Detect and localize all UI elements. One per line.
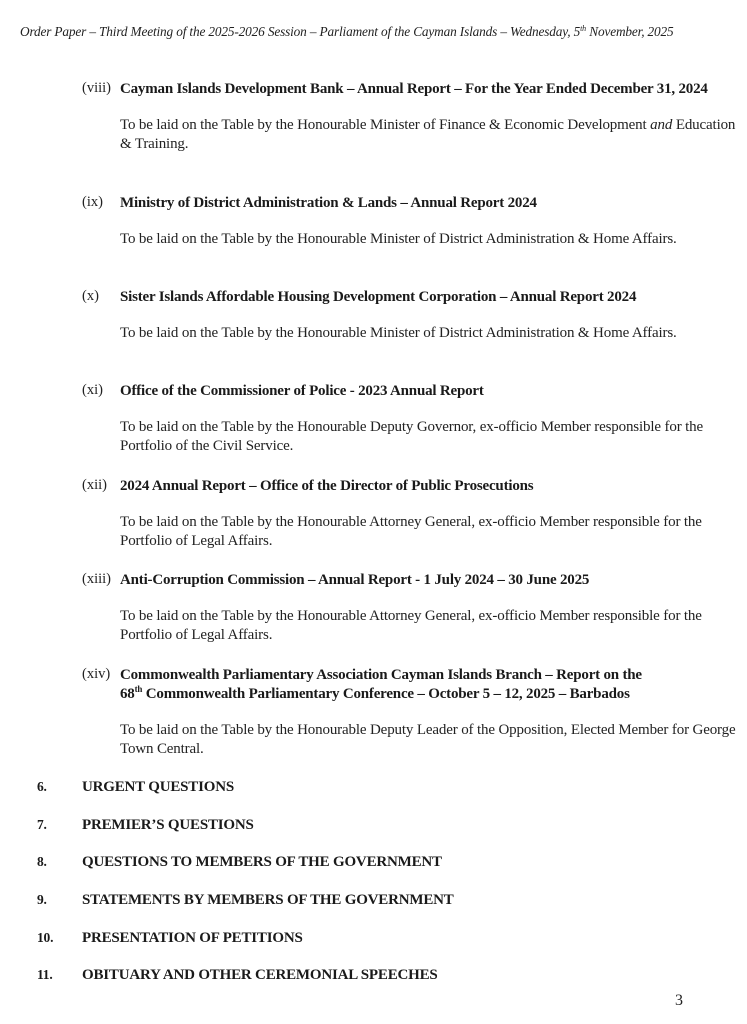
- item-number: (viii): [82, 80, 111, 96]
- item-title: Cayman Islands Development Bank – Annual Report – For the Year Ended December 31, 2024: [120, 81, 708, 97]
- sub-item-xi: [82, 382, 742, 456]
- section-title: PRESENTATION OF PETITIONS: [82, 930, 303, 946]
- item-description: To be laid on the Table by the Honourable Attorney General, ex-officio Member responsible for the Portfolio of Legal Affairs.: [120, 514, 702, 549]
- section-title: STATEMENTS BY MEMBERS OF THE GOVERNMENT: [82, 892, 454, 908]
- item-number: (xiii): [82, 571, 111, 587]
- item-description: To be laid on the Table by the Honourable Deputy Leader of the Opposition, Elected Member for George Town Central.: [120, 722, 736, 757]
- page-number: 3: [675, 992, 683, 1009]
- item-title: Office of the Commissioner of Police - 2023 Annual Report: [120, 383, 484, 399]
- item-title: [120, 666, 742, 704]
- section-number: 9.: [37, 892, 47, 907]
- header-text: Order Paper – Third Meeting of the 2025-2026 Session – Parliament of the Cayman Islands – Wednesday, 5: [20, 24, 581, 39]
- item-number: (x): [82, 288, 99, 304]
- desc-italic: and: [650, 117, 673, 133]
- section-title: URGENT QUESTIONS: [82, 779, 234, 795]
- header-sup: th: [580, 24, 587, 33]
- sub-item-xiv: [82, 666, 742, 759]
- section-title: PREMIER’S QUESTIONS: [82, 817, 254, 833]
- item-number: (xii): [82, 477, 107, 493]
- sub-item-x: [82, 288, 742, 343]
- title-line2-sup: th: [134, 684, 143, 694]
- section-number: 11.: [37, 967, 53, 982]
- sub-item-viii: [82, 80, 742, 154]
- item-description: To be laid on the Table by the Honourable Minister of District Administration & Home Affairs.: [120, 231, 677, 247]
- section-number: 6.: [37, 779, 47, 794]
- title-line1: Commonwealth Parliamentary Association Cayman Islands Branch – Report on the: [120, 667, 642, 683]
- item-title: Sister Islands Affordable Housing Development Corporation – Annual Report 2024: [120, 289, 637, 305]
- header-text-tail: November, 2025: [586, 24, 674, 39]
- item-number: (xiv): [82, 666, 111, 682]
- section-number: 10.: [37, 930, 54, 945]
- section-number: 8.: [37, 854, 47, 869]
- section-title: OBITUARY AND OTHER CEREMONIAL SPEECHES: [82, 967, 438, 983]
- item-description: To be laid on the Table by the Honourable Minister of District Administration & Home Affairs.: [120, 325, 677, 341]
- item-number: (ix): [82, 194, 103, 210]
- desc-tail: Education & Training.: [120, 117, 736, 152]
- item-title: Ministry of District Administration & Lands – Annual Report 2024: [120, 195, 537, 211]
- item-description: To be laid on the Table by the Honourable Deputy Governor, ex-officio Member responsible for the Portfolio of the Civil Service.: [120, 419, 704, 454]
- item-description: [120, 116, 742, 154]
- item-title: Anti-Corruption Commission – Annual Report - 1 July 2024 – 30 June 2025: [120, 572, 590, 588]
- item-title: 2024 Annual Report – Office of the Director of Public Prosecutions: [120, 478, 534, 494]
- section-title: QUESTIONS TO MEMBERS OF THE GOVERNMENT: [82, 854, 442, 870]
- sub-item-xii: [82, 477, 742, 551]
- section-number: 7.: [37, 817, 47, 832]
- sub-item-xiii: [82, 571, 742, 645]
- desc-text: To be laid on the Table by the Honourable Minister of Finance & Economic Development: [120, 117, 651, 133]
- page-header: [20, 24, 747, 40]
- sub-item-ix: [82, 194, 742, 249]
- item-number: (xi): [82, 382, 103, 398]
- title-line2-post: Commonwealth Parliamentary Conference – October 5 – 12, 2025 – Barbados: [142, 686, 630, 702]
- item-description: To be laid on the Table by the Honourable Attorney General, ex-officio Member responsible for the Portfolio of Legal Affairs.: [120, 608, 702, 643]
- title-line2-pre: 68: [120, 686, 135, 702]
